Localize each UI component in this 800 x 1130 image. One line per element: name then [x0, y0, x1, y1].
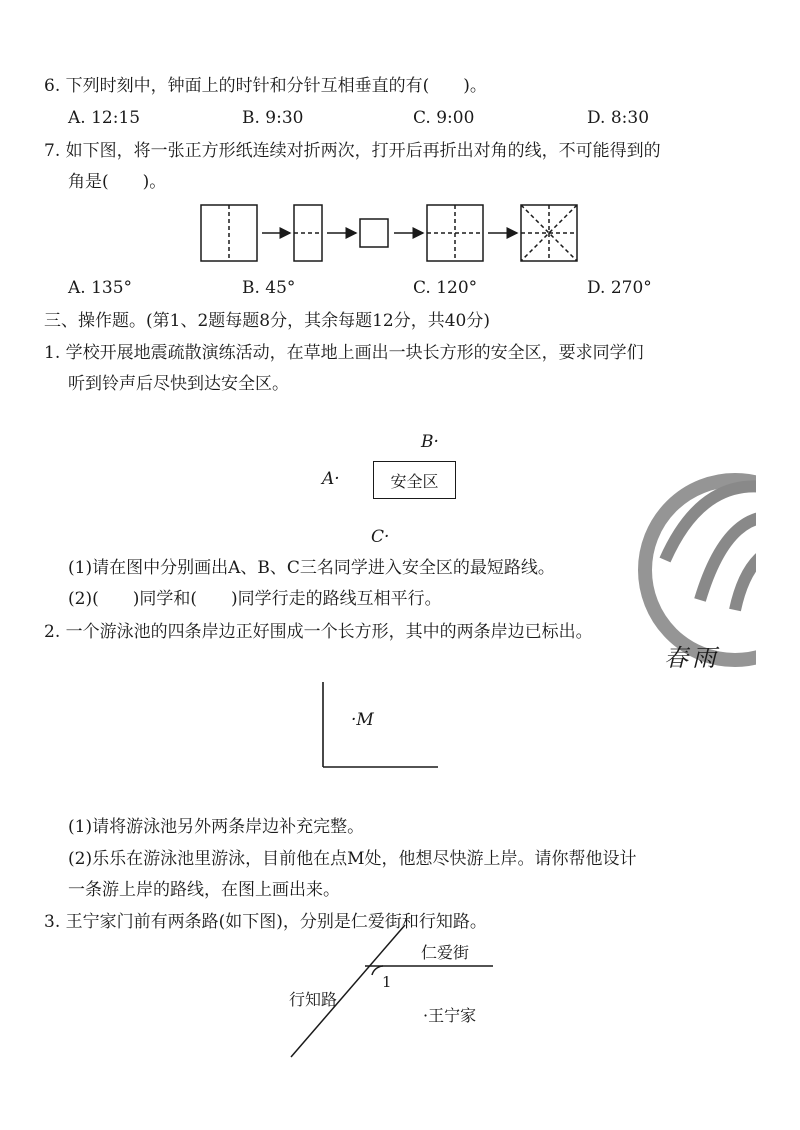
- op1-stem-line2: 听到铃声后尽快到达安全区。: [68, 374, 289, 394]
- renai-street-label: 仁爱街: [421, 943, 470, 962]
- safe-zone-label: 安全区: [390, 471, 439, 491]
- pool-diagram: [323, 682, 438, 767]
- q6-option-d[interactable]: D. 8:30: [587, 108, 650, 128]
- op2-sub1: (1)请将游泳池另外两条岸边补充完整。: [68, 817, 365, 837]
- q7-option-d[interactable]: D. 270°: [587, 278, 652, 298]
- q6-stem: 6. 下列时刻中，钟面上的时针和分针互相垂直的有( )。: [44, 76, 487, 96]
- xingzhi-road-label: 行知路: [289, 990, 338, 1009]
- angle-1-label: 1: [382, 973, 392, 991]
- q7-option-c[interactable]: C. 120°: [413, 278, 478, 298]
- q6-option-a[interactable]: A. 12:15: [68, 108, 141, 128]
- op2-sub2-line1: (2)乐乐在游泳池里游泳，目前他在点M处，他想尽快游上岸。请你帮他设计: [68, 849, 637, 869]
- safe-zone-box: [373, 461, 456, 499]
- op1-sub2: (2)( )同学和( )同学行走的路线互相平行。: [68, 589, 442, 609]
- wangning-home-label: ·王宁家: [423, 1006, 477, 1025]
- op2-stem: 2. 一个游泳池的四条岸边正好围成一个长方形，其中的两条岸边已标出。: [44, 622, 593, 642]
- q6-option-b[interactable]: B. 9:30: [242, 108, 304, 128]
- q7-option-b[interactable]: B. 45°: [242, 278, 296, 298]
- fold-step-3: [360, 219, 388, 247]
- section3-heading: 三、操作题。(第1、2题每题8分，其余每题12分，共40分): [44, 311, 490, 331]
- op1-sub1: (1)请在图中分别画出A、B、C三名同学进入安全区的最短路线。: [68, 558, 555, 578]
- q6-option-c[interactable]: C. 9:00: [413, 108, 475, 128]
- q7-stem-line1: 7. 如下图，将一张正方形纸连续对折两次，打开后再折出对角的线，不可能得到的: [44, 141, 661, 161]
- op1-stem-line1: 1. 学校开展地震疏散演练活动，在草地上画出一块长方形的安全区，要求同学们: [44, 343, 644, 363]
- svg-text:春雨: 春雨: [664, 644, 720, 672]
- q7-stem-line2: 角是( )。: [68, 172, 167, 192]
- point-a-label: A·: [322, 469, 340, 489]
- point-b-label: B·: [421, 432, 439, 452]
- op3-stem: 3. 王宁家门前有两条路(如下图)，分别是仁爱街和行知路。: [44, 912, 487, 932]
- fold-diagram: [201, 205, 577, 261]
- q7-option-a[interactable]: A. 135°: [68, 278, 133, 298]
- point-m-label: ·M: [351, 710, 374, 730]
- op2-sub2-line2: 一条游上岸的路线，在图上画出来。: [68, 880, 340, 900]
- point-c-label: C·: [371, 527, 390, 547]
